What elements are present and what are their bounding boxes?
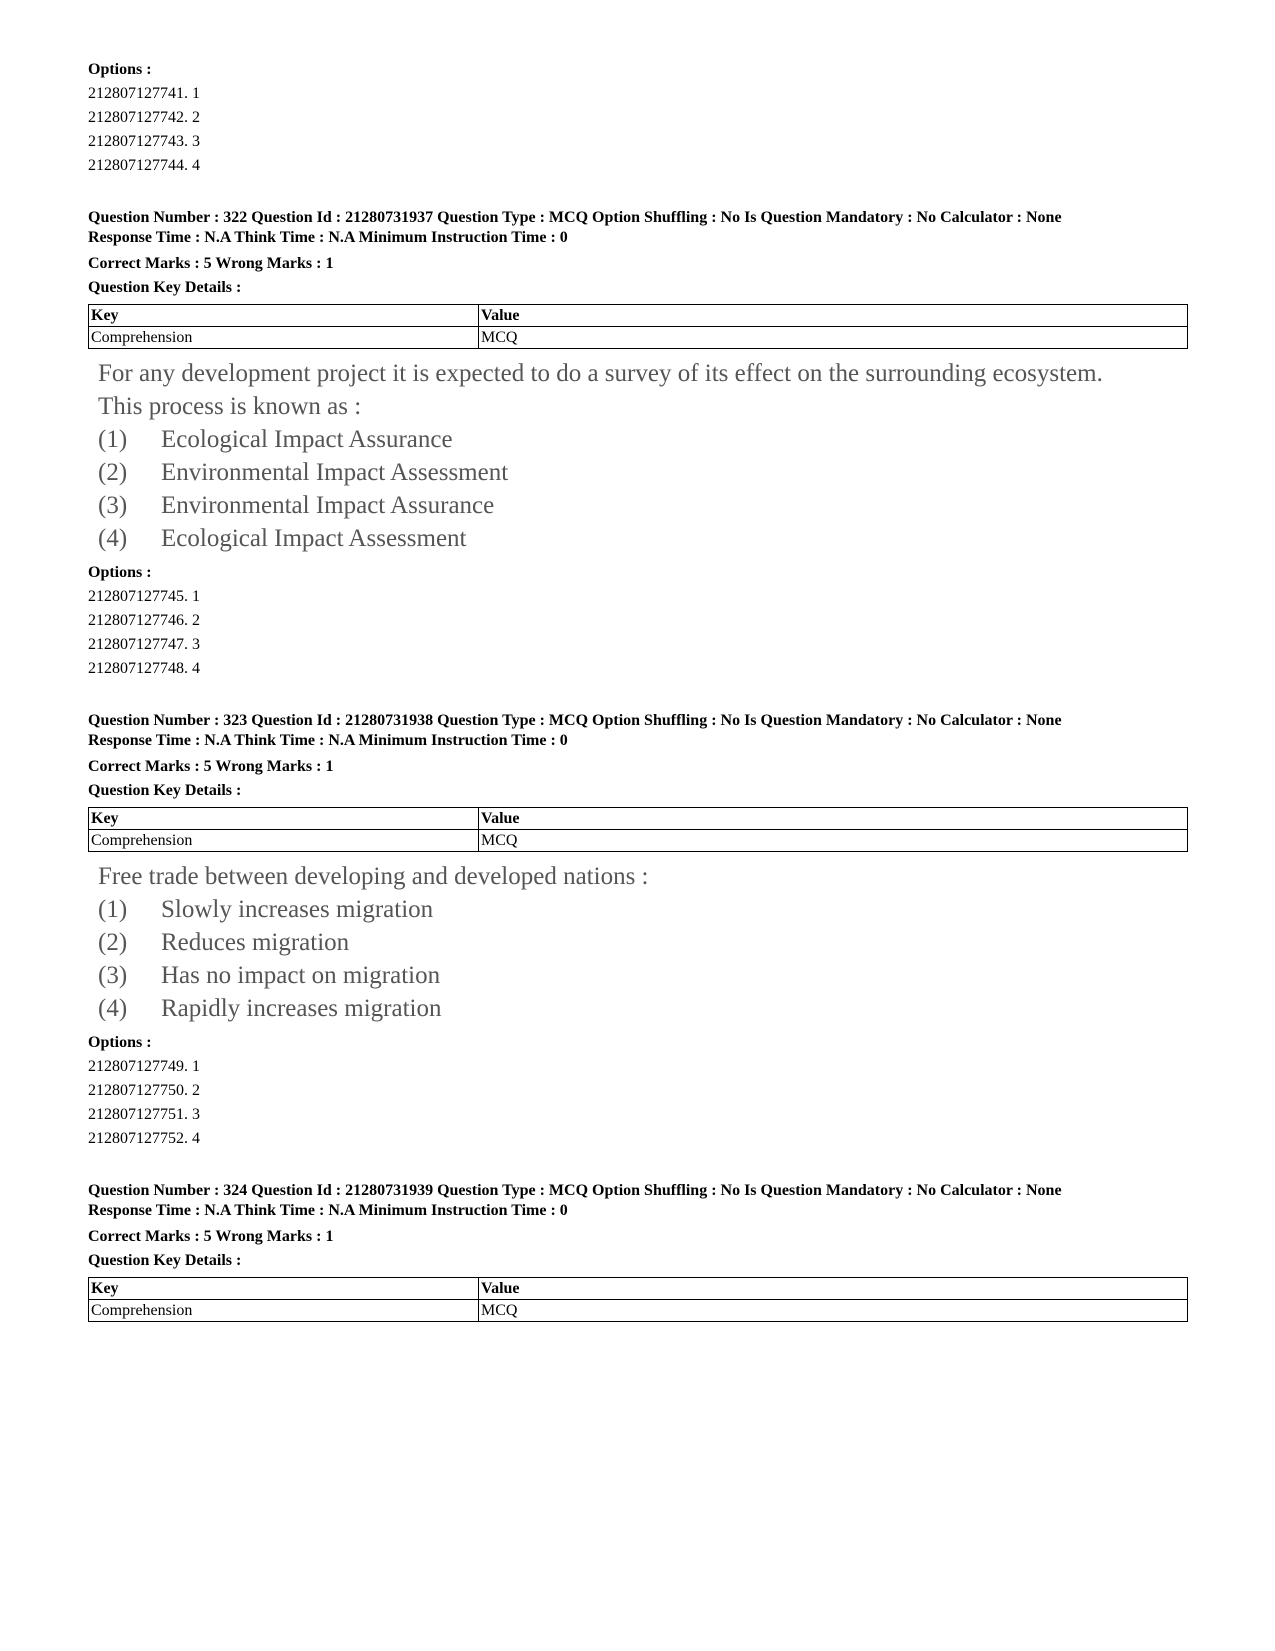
option-item: 212807127742. 2 (88, 109, 200, 126)
question-block-324 (88, 1181, 1188, 1322)
choice-text: Ecological Impact Assurance (161, 426, 453, 453)
choice-item (98, 489, 1188, 522)
options-label: Options : (88, 61, 152, 78)
choice-text: Reduces migration (161, 929, 350, 956)
options-label: Options : (88, 564, 152, 581)
options-list (88, 585, 1188, 681)
question-block-322 (88, 208, 1188, 681)
option-item: 212807127745. 1 (88, 588, 200, 605)
table-cell-key: Comprehension (89, 327, 479, 349)
choice-number: (2) (98, 459, 128, 486)
choice-number: (2) (98, 929, 128, 956)
question-header: Question Number : 324 Question Id : 21280731939 Question Type : MCQ Option Shuffling : No Is Question Mandatory : No Calculator : None (88, 1182, 1062, 1199)
choice-item (98, 456, 1188, 489)
choice-text: Rapidly increases migration (161, 995, 442, 1022)
choice-text: Has no impact on migration (161, 962, 441, 989)
question-timing: Response Time : N.A Think Time : N.A Minimum Instruction Time : 0 (88, 1202, 568, 1219)
table-cell-value: MCQ (479, 327, 1188, 349)
options-list (88, 82, 1188, 178)
choice-number: (4) (98, 995, 128, 1022)
choice-item (98, 959, 1188, 992)
option-item: 212807127752. 4 (88, 1130, 200, 1147)
question-timing: Response Time : N.A Think Time : N.A Minimum Instruction Time : 0 (88, 229, 568, 246)
table-cell-value: MCQ (479, 1300, 1188, 1322)
question-marks: Correct Marks : 5 Wrong Marks : 1 (88, 758, 334, 775)
key-details-table (88, 304, 1188, 349)
top-options (88, 58, 1188, 178)
question-image (98, 860, 1188, 1025)
choice-item (98, 992, 1188, 1025)
option-item: 212807127744. 4 (88, 157, 200, 174)
question-stem: For any development project it is expected to do a survey of its effect on the surrounding ecosystem. (98, 360, 1103, 387)
option-item: 212807127751. 3 (88, 1106, 200, 1123)
key-details-label: Question Key Details : (88, 782, 242, 799)
choice-item (98, 926, 1188, 959)
question-marks: Correct Marks : 5 Wrong Marks : 1 (88, 1228, 334, 1245)
question-stem: Free trade between developing and developed nations : (98, 863, 649, 890)
question-stem: This process is known as : (98, 393, 362, 420)
choice-text: Slowly increases migration (161, 896, 434, 923)
table-cell-key: Comprehension (89, 1300, 479, 1322)
option-item: 212807127748. 4 (88, 660, 200, 677)
question-marks: Correct Marks : 5 Wrong Marks : 1 (88, 255, 334, 272)
options-list (88, 1055, 1188, 1151)
question-image (98, 357, 1188, 555)
table-header-key: Key (89, 808, 479, 830)
option-item: 212807127749. 1 (88, 1058, 200, 1075)
choice-item (98, 423, 1188, 456)
option-item: 212807127750. 2 (88, 1082, 200, 1099)
option-item: 212807127747. 3 (88, 636, 200, 653)
choice-text: Ecological Impact Assessment (161, 525, 467, 552)
question-timing: Response Time : N.A Think Time : N.A Minimum Instruction Time : 0 (88, 732, 568, 749)
choice-text: Environmental Impact Assurance (161, 492, 495, 519)
table-cell-key: Comprehension (89, 830, 479, 852)
question-block-323 (88, 711, 1188, 1151)
choice-item (98, 893, 1188, 926)
table-header-key: Key (89, 305, 479, 327)
choice-text: Environmental Impact Assessment (161, 459, 509, 486)
choice-number: (3) (98, 492, 128, 519)
key-details-table (88, 1277, 1188, 1322)
choice-number: (1) (98, 426, 128, 453)
key-details-label: Question Key Details : (88, 1252, 242, 1269)
table-header-value: Value (479, 305, 1188, 327)
choice-number: (3) (98, 962, 128, 989)
choice-number: (1) (98, 896, 128, 923)
table-header-value: Value (479, 1278, 1188, 1300)
table-header-key: Key (89, 1278, 479, 1300)
options-label: Options : (88, 1034, 152, 1051)
option-item: 212807127746. 2 (88, 612, 200, 629)
choice-number: (4) (98, 525, 128, 552)
question-header: Question Number : 322 Question Id : 21280731937 Question Type : MCQ Option Shuffling : No Is Question Mandatory : No Calculator : None (88, 209, 1062, 226)
option-item: 212807127743. 3 (88, 133, 200, 150)
document-page (88, 58, 1188, 1322)
key-details-table (88, 807, 1188, 852)
option-item: 212807127741. 1 (88, 85, 200, 102)
table-cell-value: MCQ (479, 830, 1188, 852)
choice-item (98, 522, 1188, 555)
key-details-label: Question Key Details : (88, 279, 242, 296)
question-header: Question Number : 323 Question Id : 21280731938 Question Type : MCQ Option Shuffling : No Is Question Mandatory : No Calculator : None (88, 712, 1062, 729)
table-header-value: Value (479, 808, 1188, 830)
